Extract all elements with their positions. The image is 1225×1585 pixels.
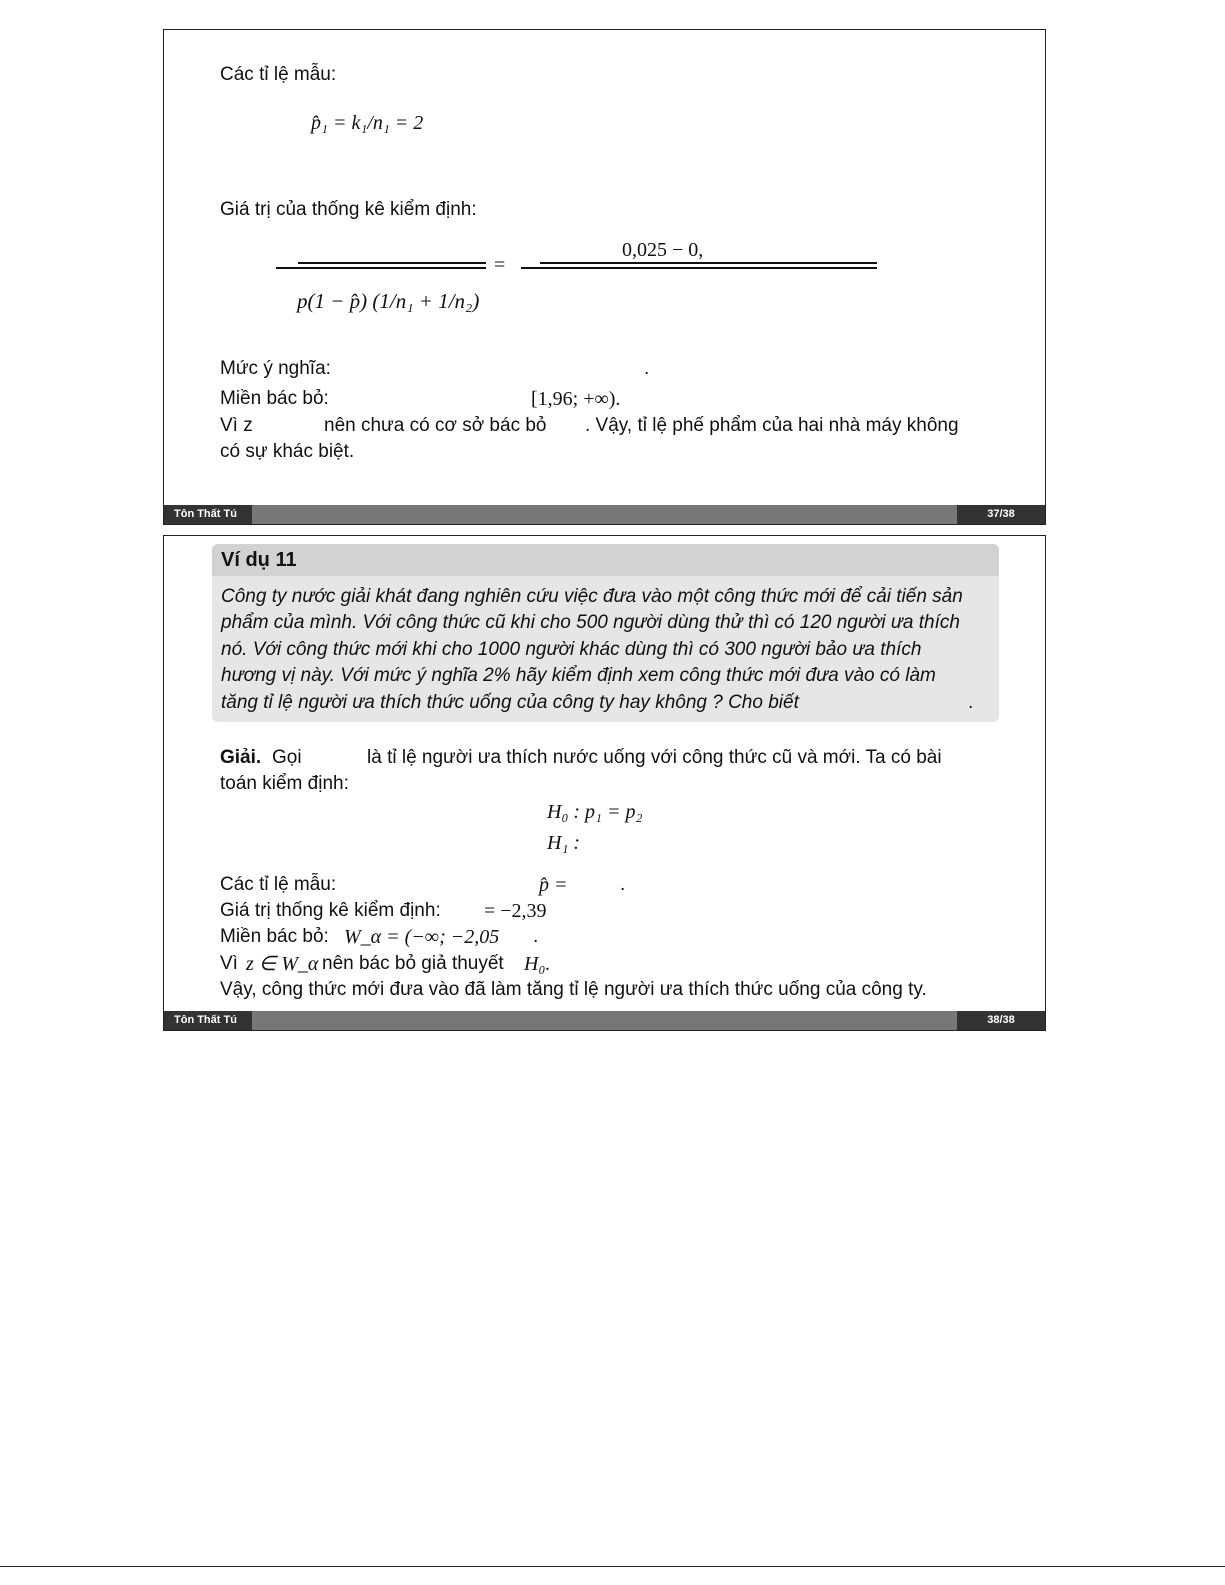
sample-end: . bbox=[620, 874, 626, 895]
conclusion-line2: có sự khác biệt. bbox=[220, 441, 355, 462]
rejection-label: Miền bác bỏ: bbox=[220, 926, 329, 947]
stat-label: Giá trị thống kê kiểm định: bbox=[220, 900, 441, 921]
slide-37 bbox=[163, 29, 1046, 525]
stat-value: = −2,39 bbox=[484, 900, 547, 922]
stat-label: Giá trị của thống kê kiểm định: bbox=[220, 199, 477, 220]
conclusion-c: . Vậy, tỉ lệ phế phẩm của hai nhà máy không bbox=[585, 415, 959, 436]
sample-label: Các tỉ lệ mẫu: bbox=[220, 874, 337, 895]
conclusion-a: Vì z bbox=[220, 415, 253, 436]
because-h0: H₀. bbox=[524, 953, 551, 975]
example-line: nó. Với công thức mới khi cho 1000 người khác dùng thì có 300 người bảo ưa thích bbox=[221, 639, 922, 660]
sample-formula: p̂ = bbox=[539, 874, 568, 896]
formula-denominator: p(1 − p̂) (1/n₁ + 1/n₂) bbox=[297, 289, 480, 313]
example-end: . bbox=[968, 692, 974, 713]
example-line: phẩm của mình. Với công thức cũ khi cho 500 người dùng thử thì có 120 người ưa thích bbox=[221, 612, 960, 633]
rejection-value: W_α = (−∞; −2,05 bbox=[344, 926, 500, 948]
formula-equals: = bbox=[494, 254, 506, 276]
sample-ratio-formula: p̂₁ = k₁/n₁ = 2 bbox=[311, 112, 424, 134]
solution-label: Giải. bbox=[220, 747, 262, 768]
fraction-bar-left bbox=[276, 267, 486, 269]
rejection-label: Miền bác bỏ: bbox=[220, 388, 329, 409]
example-title: Ví dụ 11 bbox=[221, 549, 297, 571]
significance-end: . bbox=[644, 358, 650, 379]
solution-line2: toán kiểm định: bbox=[220, 773, 349, 794]
rejection-value: [1,96; +∞). bbox=[531, 388, 621, 410]
example-block bbox=[212, 544, 999, 722]
page-bottom-rule bbox=[0, 1566, 1225, 1567]
footer-page-number: 37/38 bbox=[957, 505, 1045, 524]
rejection-end: . bbox=[533, 926, 539, 947]
fraction-bar-right bbox=[521, 267, 877, 269]
because-b: nên bác bỏ giả thuyết bbox=[322, 953, 504, 974]
solution-b: là tỉ lệ người ưa thích nước uống với công thức cũ và mới. Ta có bài bbox=[367, 747, 942, 768]
significance-label: Mức ý nghĩa: bbox=[220, 358, 331, 379]
hypothesis-h1: H₁ : bbox=[547, 832, 581, 854]
because-math: z ∈ W_α bbox=[246, 953, 319, 975]
example-line: Công ty nước giải khát đang nghiên cứu việc đưa vào một công thức mới để cải tiến sản bbox=[221, 586, 963, 607]
sqrt-bar-left bbox=[298, 262, 486, 264]
conclusion-b: nên chưa có cơ sở bác bỏ bbox=[324, 415, 547, 436]
example-line: tăng tỉ lệ người ưa thích thức uống của công ty hay không ? Cho biết bbox=[221, 692, 799, 713]
hypothesis-h0: H₀ : p₁ = p₂ bbox=[547, 801, 643, 823]
example-line: hương vị này. Với mức ý nghĩa 2% hãy kiểm định xem công thức mới đưa vào có làm bbox=[221, 665, 936, 686]
footer-page-number: 38/38 bbox=[957, 1011, 1045, 1030]
because-a: Vì bbox=[220, 953, 238, 974]
footer-bar bbox=[164, 1011, 1045, 1030]
conclusion: Vậy, công thức mới đưa vào đã làm tăng tỉ lệ người ưa thích thức uống của công ty. bbox=[220, 979, 927, 1000]
formula-numerator: 0,025 − 0, bbox=[622, 239, 704, 261]
footer-author: Tôn Thất Tú bbox=[164, 505, 252, 524]
example-block-header bbox=[212, 544, 999, 576]
sqrt-bar-right bbox=[540, 262, 877, 264]
sample-ratio-label: Các tỉ lệ mẫu: bbox=[220, 64, 337, 85]
solution-a: Gọi bbox=[272, 747, 302, 768]
footer-author: Tôn Thất Tú bbox=[164, 1011, 252, 1030]
slide-38 bbox=[163, 535, 1046, 1031]
footer-bar bbox=[164, 505, 1045, 524]
